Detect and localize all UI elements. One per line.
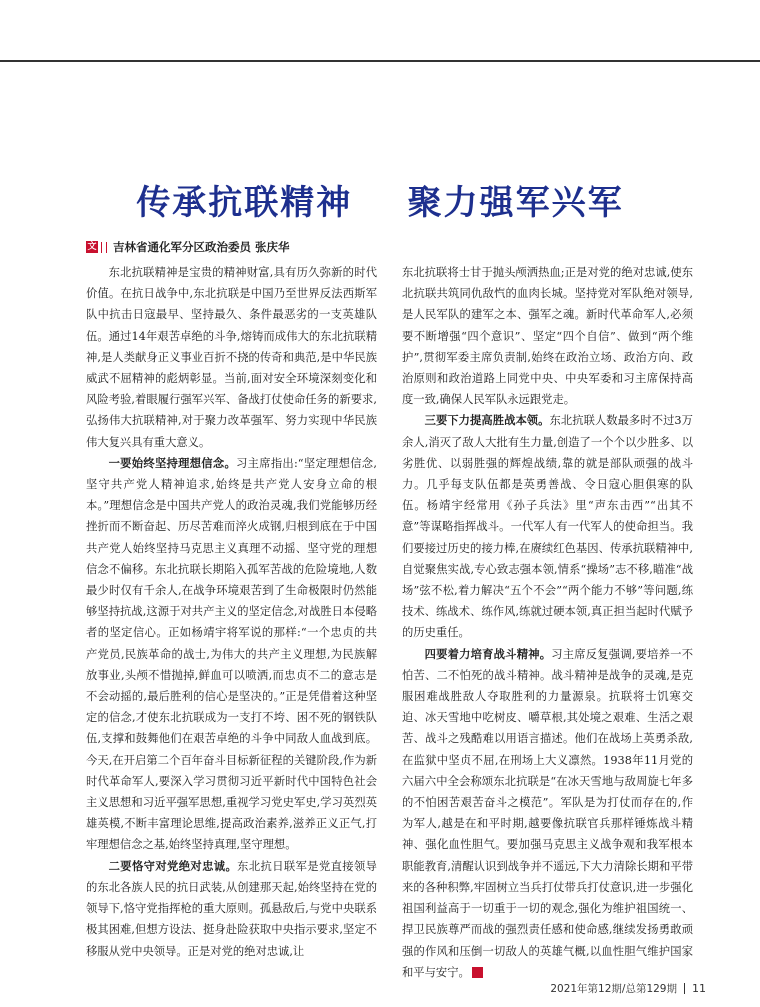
section-heading: 四要着力培育战斗精神。 — [424, 647, 552, 661]
left-column — [86, 262, 377, 962]
paragraph: 一要始终坚持理想信念。习主席指出:“坚定理想信念,坚守共产党人精神追求,始终是共产党人安身立命的根本。”理想信念是中国共产党人的政治灵魂,我们党能够历经挫折而不断奋起、历尽苦难而淬火成钢,归根到底在于中国共产党人始终坚持马克思主义真理不动摇、坚守党的理想信念不偏移。东北抗联长期陷入孤军苦战的危险境地,人数最少时仅有千余人,在战争环境艰苦到了生命极限时仍然能够坚持抗战,这源于对共产主义的坚定信念,对战胜日本侵略者的坚定信心。正如杨靖宇将军说的那样:“一个忠贞的共产党员,民族革命的战士,为伟大的共产主义理想,为民族解放事业,头颅不惜抛掉,鲜血可以喷洒,而忠贞不二的意志是不会动摇的,最后胜利的信心是坚决的。”正是凭借着这种坚定的信念,才使东北抗联成为一支打不垮、困不死的钢铁队伍,支撑和鼓舞他们在艰苦卓绝的斗争中同敌人血战到底。今天,在开启第二个百年奋斗目标新征程的关键阶段,作为新时代革命军人,要深入学习贯彻习近平新时代中国特色社会主义思想和习近平强军思想,重视学习党史军史,学习英烈英雄英模,不断丰富理论思维,提高政治素养,滋养正义正气,打牢理想信念之基,始终坚持真理,坚守理想。 — [86, 456, 377, 852]
paragraph: 东北抗联将士甘于抛头颅洒热血;正是对党的绝对忠诚,使东北抗联共筑同仇敌忾的血肉长城。坚持党对军队绝对领导,是人民军队的建军之本、强军之魂。新时代革命军人,必须要不断增强“四个意识”、坚定“四个自信”、做到“两个维护”,贯彻军委主席负责制,始终在政治立场、政治方向、政治原则和政治道路上同党中央、中央军委和习主席保持高度一致,确保人民军队永远跟党走。 — [402, 266, 693, 407]
byline — [86, 239, 290, 255]
end-mark-icon: G — [472, 967, 483, 978]
byline-divider — [101, 242, 107, 253]
section-heading: 二要恪守对党绝对忠诚。 — [108, 859, 238, 873]
paragraph: 东北抗联精神是宝贵的精神财富,具有历久弥新的时代价值。在抗日战争中,东北抗联是中国乃至世界反法西斯军队中抗击日寇最早、坚持最久、条件最恶劣的一支英雄队伍。通过14年艰苦卓绝的斗争,熔铸而成伟大的东北抗联精神,是人类献身正义事业百折不挠的传奇和典范,是中华民族威武不屈精神的彪炳彰显。当前,面对安全环境深刻变化和风险考验,着眼履行强军兴军、备战打仗使命任务的新要求,弘扬伟大抗联精神,对于聚力改革强军、努力实现中华民族伟大复兴具有重大意义。 — [86, 266, 377, 449]
paragraph: 四要着力培育战斗精神。习主席反复强调,要培养一不怕苦、二不怕死的战斗精神。战斗精神是战争的灵魂,是克服困难战胜敌人夺取胜利的力量源泉。抗联将士饥寒交迫、冰天雪地中吃树皮、嚼草根,其处境之艰难、生活之艰苦、战斗之残酷难以用语言描述。他们在战场上英勇杀敌,在监狱中坚贞不屈,在刑场上大义凛然。1938年11月党的六届六中全会称颂东北抗联是“在冰天雪地与敌周旋七年多的不怕困苦艰苦奋斗之模范”。军队是为打仗而存在的,作为军人,越是在和平时期,越要像抗联官兵那样锤炼战斗精神、强化血性胆气。要加强马克思主义战争观和我军根本职能教育,清醒认识到战争并不遥远,下大力清除长期和平带来的各种积弊,牢固树立当兵打仗带兵打仗意识,进一步强化祖国利益高于一切重于一切的观念,强化为维护祖国统一、捍卫民族尊严而战的强烈责任感和使命感,继续发扬勇敢顽强的作风和压倒一切敌人的英雄气概,以血性胆气维护国家和平与安宁。 G — [402, 647, 693, 979]
page-number: 11 — [692, 982, 706, 995]
issue-info: 2021年第12期/总第129期 — [550, 983, 677, 995]
page-footer — [550, 981, 706, 996]
paragraph: 三要下力提高胜战本领。东北抗联人数最多时不过3万余人,消灭了敌人大批有生力量,创造了一个个以少胜多、以劣胜优、以弱胜强的辉煌战绩,靠的就是部队顽强的战斗力。几乎每支队伍都是英勇善战、令日寇心胆俱寒的队伍。杨靖宇经常用《孙子兵法》里“声东击西”“出其不意”等谋略指挥战斗。一代军人有一代军人的使命担当。我们要接过历史的接力棒,在赓续红色基因、传承抗联精神中,自觉聚焦实战,专心致志强本领,情系“操场”志不移,瞄准“战场”弦不松,着力解决“五个不会”“两个能力不够”等问题,练技术、练战术、练作风,练就过硬本领,真正担当起时代赋予的历史重任。 — [402, 414, 693, 640]
paragraph: 二要恪守对党绝对忠诚。东北抗日联军是党直接领导的东北各族人民的抗日武装,从创建那天起,始终坚持在党的领导下,恪守党指挥枪的重大原则。孤悬敌后,与党中央联系极其困难,但想方设法、挺身赴险获取中央指示要求,坚定不移服从党中央领导。正是对党的绝对忠诚,让 — [86, 859, 377, 958]
author: 吉林省通化军分区政治委员 张庆华 — [113, 240, 290, 254]
section-heading: 一要始终坚持理想信念。 — [108, 456, 237, 470]
right-column — [402, 262, 693, 983]
section-heading: 三要下力提高胜战本领。 — [424, 414, 550, 428]
byline-tag: 文 — [87, 242, 97, 252]
footer-divider — [684, 983, 685, 994]
article-title: 传承抗联精神 聚力强军兴军 — [136, 182, 624, 223]
top-rule — [0, 60, 760, 62]
